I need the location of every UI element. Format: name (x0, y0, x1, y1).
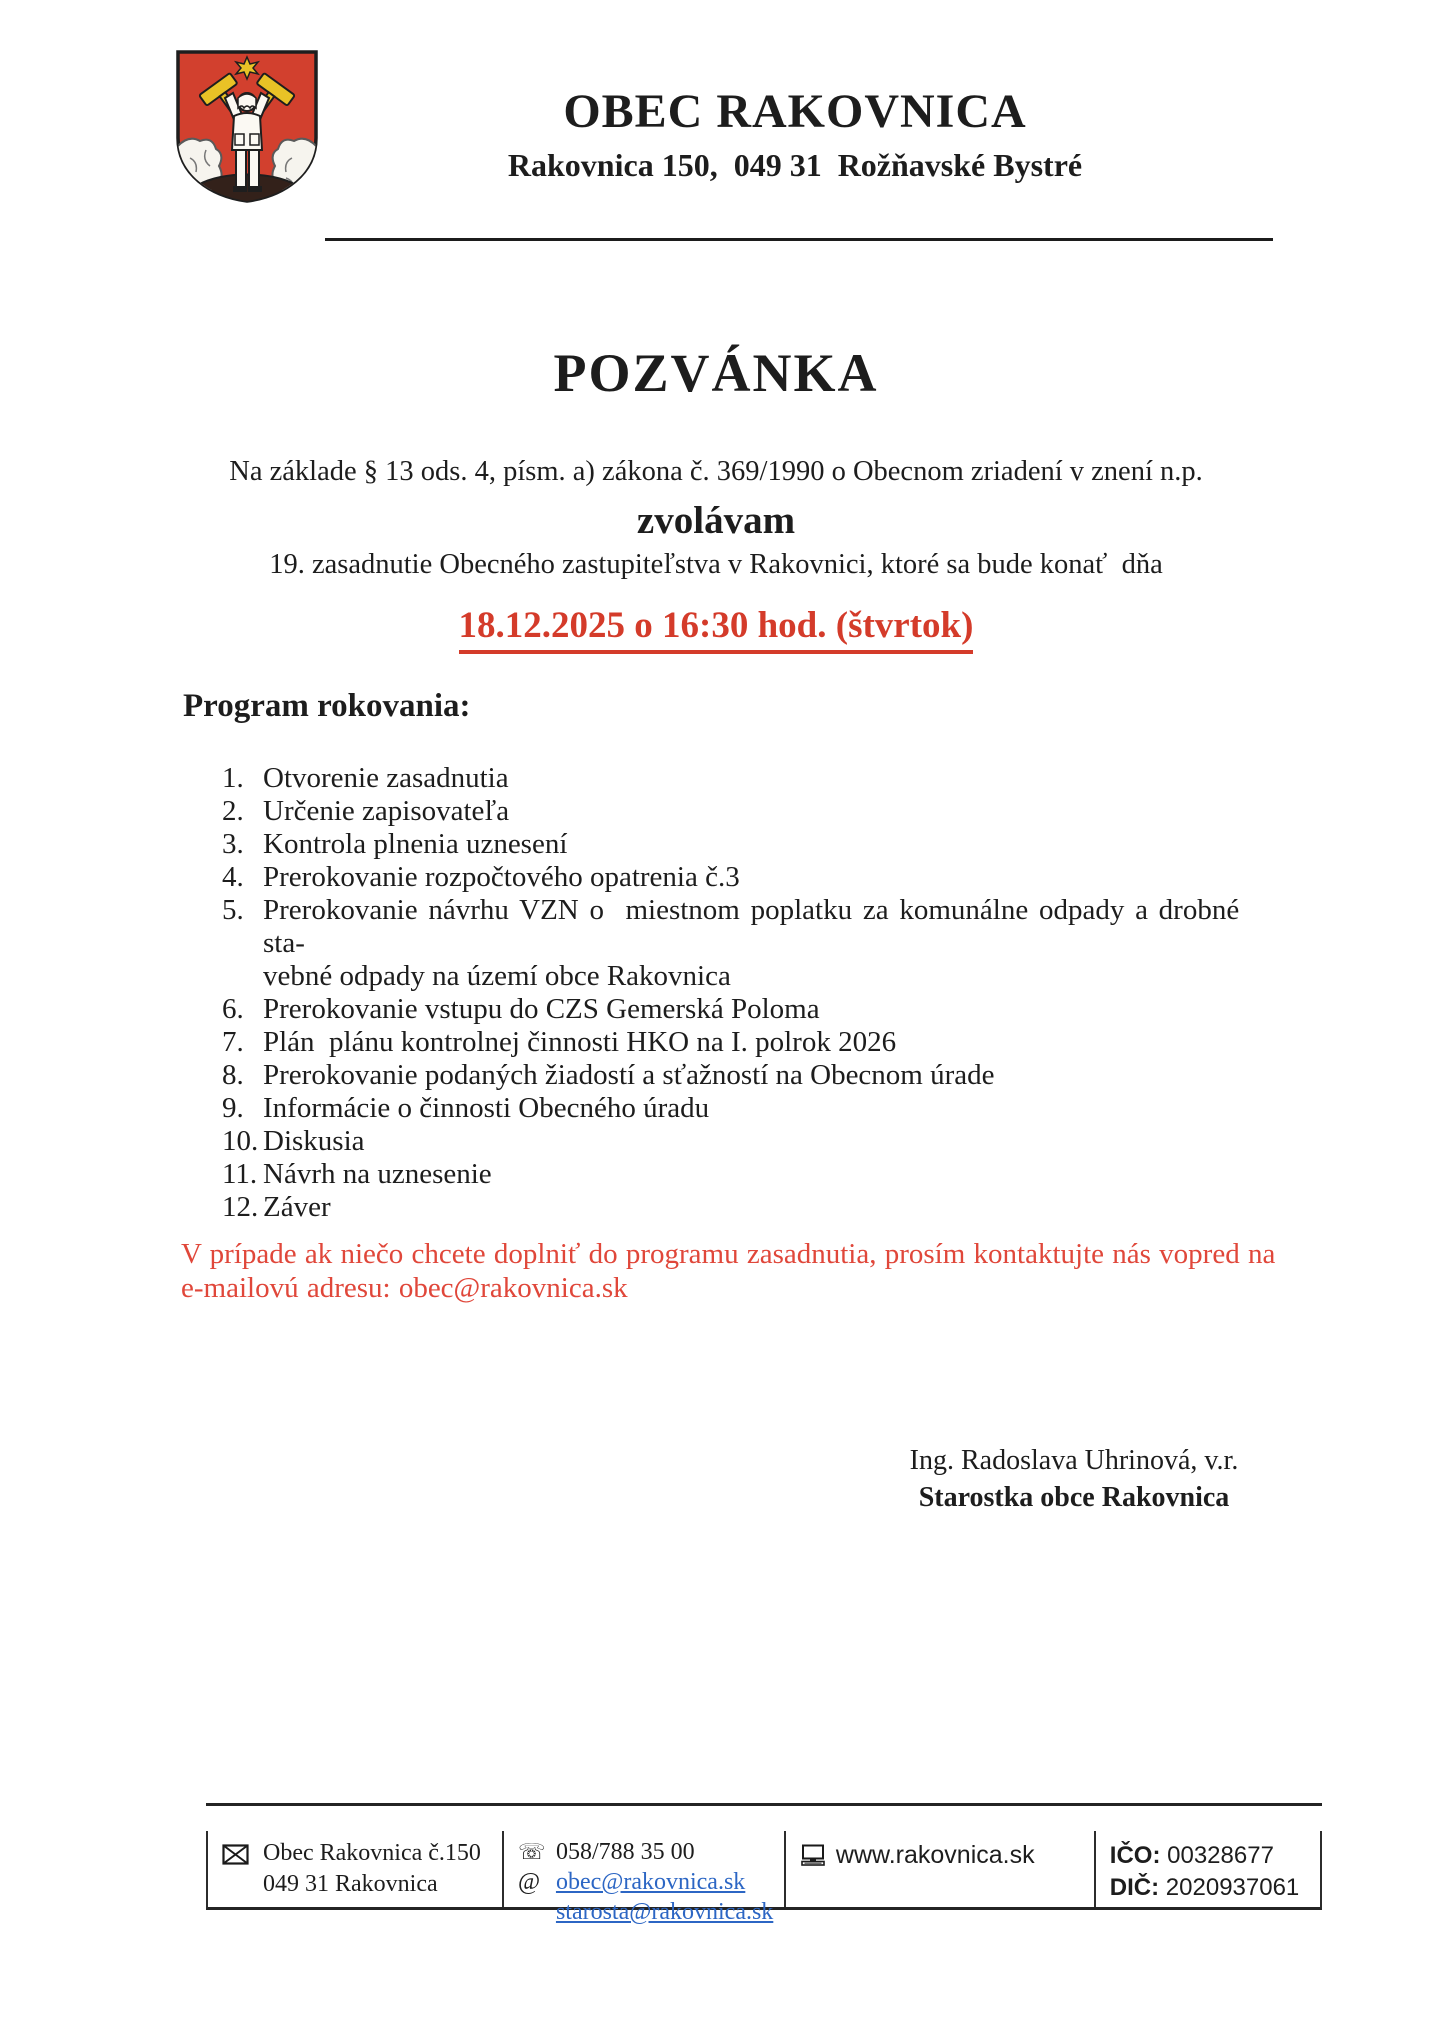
signature-block (874, 1442, 1274, 1516)
footer-registry-cell (1094, 1831, 1320, 1907)
item-number-empty (222, 960, 263, 993)
item-number: 2. (222, 795, 244, 827)
program-item (222, 1092, 1273, 1125)
item-number: 4. (222, 861, 244, 893)
item-number: 10. (222, 1125, 259, 1157)
program-item (222, 828, 1273, 861)
footer-phone: 058/788 35 00 (555, 1839, 695, 1865)
footer-email-obec[interactable]: obec@rakovnica.sk (555, 1869, 746, 1895)
program-item (222, 861, 1273, 894)
signature-role: Starostka obce Rakovnica (918, 1482, 1230, 1513)
item-text: Určenie zapisovateľa (263, 795, 510, 827)
dic-label: DIČ: (1109, 1874, 1160, 1901)
item-text: Plán plánu kontrolnej činnosti HKO na I. polrok 2026 (263, 1026, 897, 1058)
program-heading: Program rokovania: (183, 688, 471, 724)
program-item-continuation (222, 960, 1273, 993)
at-sign-icon: @ (517, 1869, 541, 1895)
item-text: Otvorenie zasadnutia (263, 762, 509, 794)
item-text: Prerokovanie podaných žiadostí a sťažností na Obecnom úrade (263, 1059, 995, 1091)
convene-word: zvolávam (636, 499, 796, 542)
page-title: POZVÁNKA (553, 343, 879, 403)
item-text: Prerokovanie návrhu VZN o miestnom poplatku za komunálne odpady a drobné sta- (263, 894, 1250, 959)
header-divider (325, 238, 1273, 241)
program-item (222, 1158, 1273, 1191)
footer-phone-email-cell (502, 1831, 784, 1925)
program-item (222, 1026, 1273, 1059)
item-text: vebné odpady na území obce Rakovnica (263, 960, 731, 992)
dic-value: 2020937061 (1165, 1874, 1300, 1901)
item-number: 8. (222, 1059, 244, 1091)
footer-website: www.rakovnica.sk (835, 1841, 1035, 1869)
session-line: 19. zasadnutie Obecného zastupiteľstva v Rakovnici, ktoré sa bude konať dňa (269, 549, 1163, 580)
contact-note (181, 1237, 1276, 1305)
item-text: Diskusia (263, 1125, 365, 1157)
footer-address-line2: 049 31 Rakovnica (263, 1871, 438, 1897)
item-text: Prerokovanie rozpočtového opatrenia č.3 (263, 861, 740, 893)
org-address: Rakovnica 150, 049 31 Rožňavské Bystré (507, 147, 1083, 183)
program-item (222, 1059, 1273, 1092)
footer-contact-table (206, 1831, 1322, 1925)
footer-address-line1: Obec Rakovnica č.150 (263, 1840, 481, 1866)
item-number: 3. (222, 828, 244, 860)
item-number: 7. (222, 1026, 244, 1058)
coat-of-arms-icon (172, 46, 322, 206)
item-number: 9. (222, 1092, 244, 1124)
program-item (222, 1125, 1273, 1158)
item-number: 5. (222, 894, 244, 926)
legal-basis-line: Na základe § 13 ods. 4, písm. a) zákona č. 369/1990 o Obecnom zriadení v znení n.p. (229, 456, 1203, 487)
org-name: OBEC RAKOVNICA (563, 85, 1027, 138)
program-item (222, 993, 1273, 1026)
meeting-datetime: 18.12.2025 o 16:30 hod. (štvrtok) (459, 604, 974, 654)
item-text: Kontrola plnenia uznesení (263, 828, 568, 860)
item-text: Návrh na uznesenie (263, 1158, 492, 1190)
ico-label: IČO: (1109, 1842, 1161, 1869)
footer-email-starosta[interactable]: starosta@rakovnica.sk (555, 1899, 774, 1925)
program-list (222, 762, 1273, 1224)
spacer (518, 1898, 556, 1927)
contact-note-line2: e-mailovú adresu: obec@rakovnica.sk (181, 1272, 628, 1304)
footer-address-cell (208, 1831, 502, 1907)
program-item (222, 762, 1273, 795)
datetime-wrap (0, 604, 1432, 654)
contact-note-line1: V prípade ak niečo chcete doplniť do programu zasadnutia, prosím kontaktujte nás vopred na (181, 1238, 1276, 1270)
item-number: 6. (222, 993, 244, 1025)
item-text: Prerokovanie vstupu do CZS Gemerská Poloma (263, 993, 820, 1025)
envelope-icon (222, 1844, 249, 1865)
item-text: Informácie o činnosti Obecného úradu (263, 1092, 710, 1124)
item-number: 11. (222, 1158, 258, 1190)
signature-name: Ing. Radoslava Uhrinová, v.r. (909, 1445, 1239, 1476)
footer-divider (206, 1803, 1322, 1806)
item-number: 1. (222, 762, 244, 794)
item-text: Záver (263, 1191, 331, 1223)
program-item (222, 894, 1273, 960)
ico-value: 00328677 (1167, 1842, 1274, 1869)
letterhead (330, 86, 1260, 184)
program-item (222, 795, 1273, 828)
item-number: 12. (222, 1191, 259, 1223)
telephone-icon: ☏ (517, 1840, 546, 1865)
computer-icon (800, 1844, 826, 1866)
program-item (222, 1191, 1273, 1224)
footer-website-cell (784, 1831, 1094, 1907)
